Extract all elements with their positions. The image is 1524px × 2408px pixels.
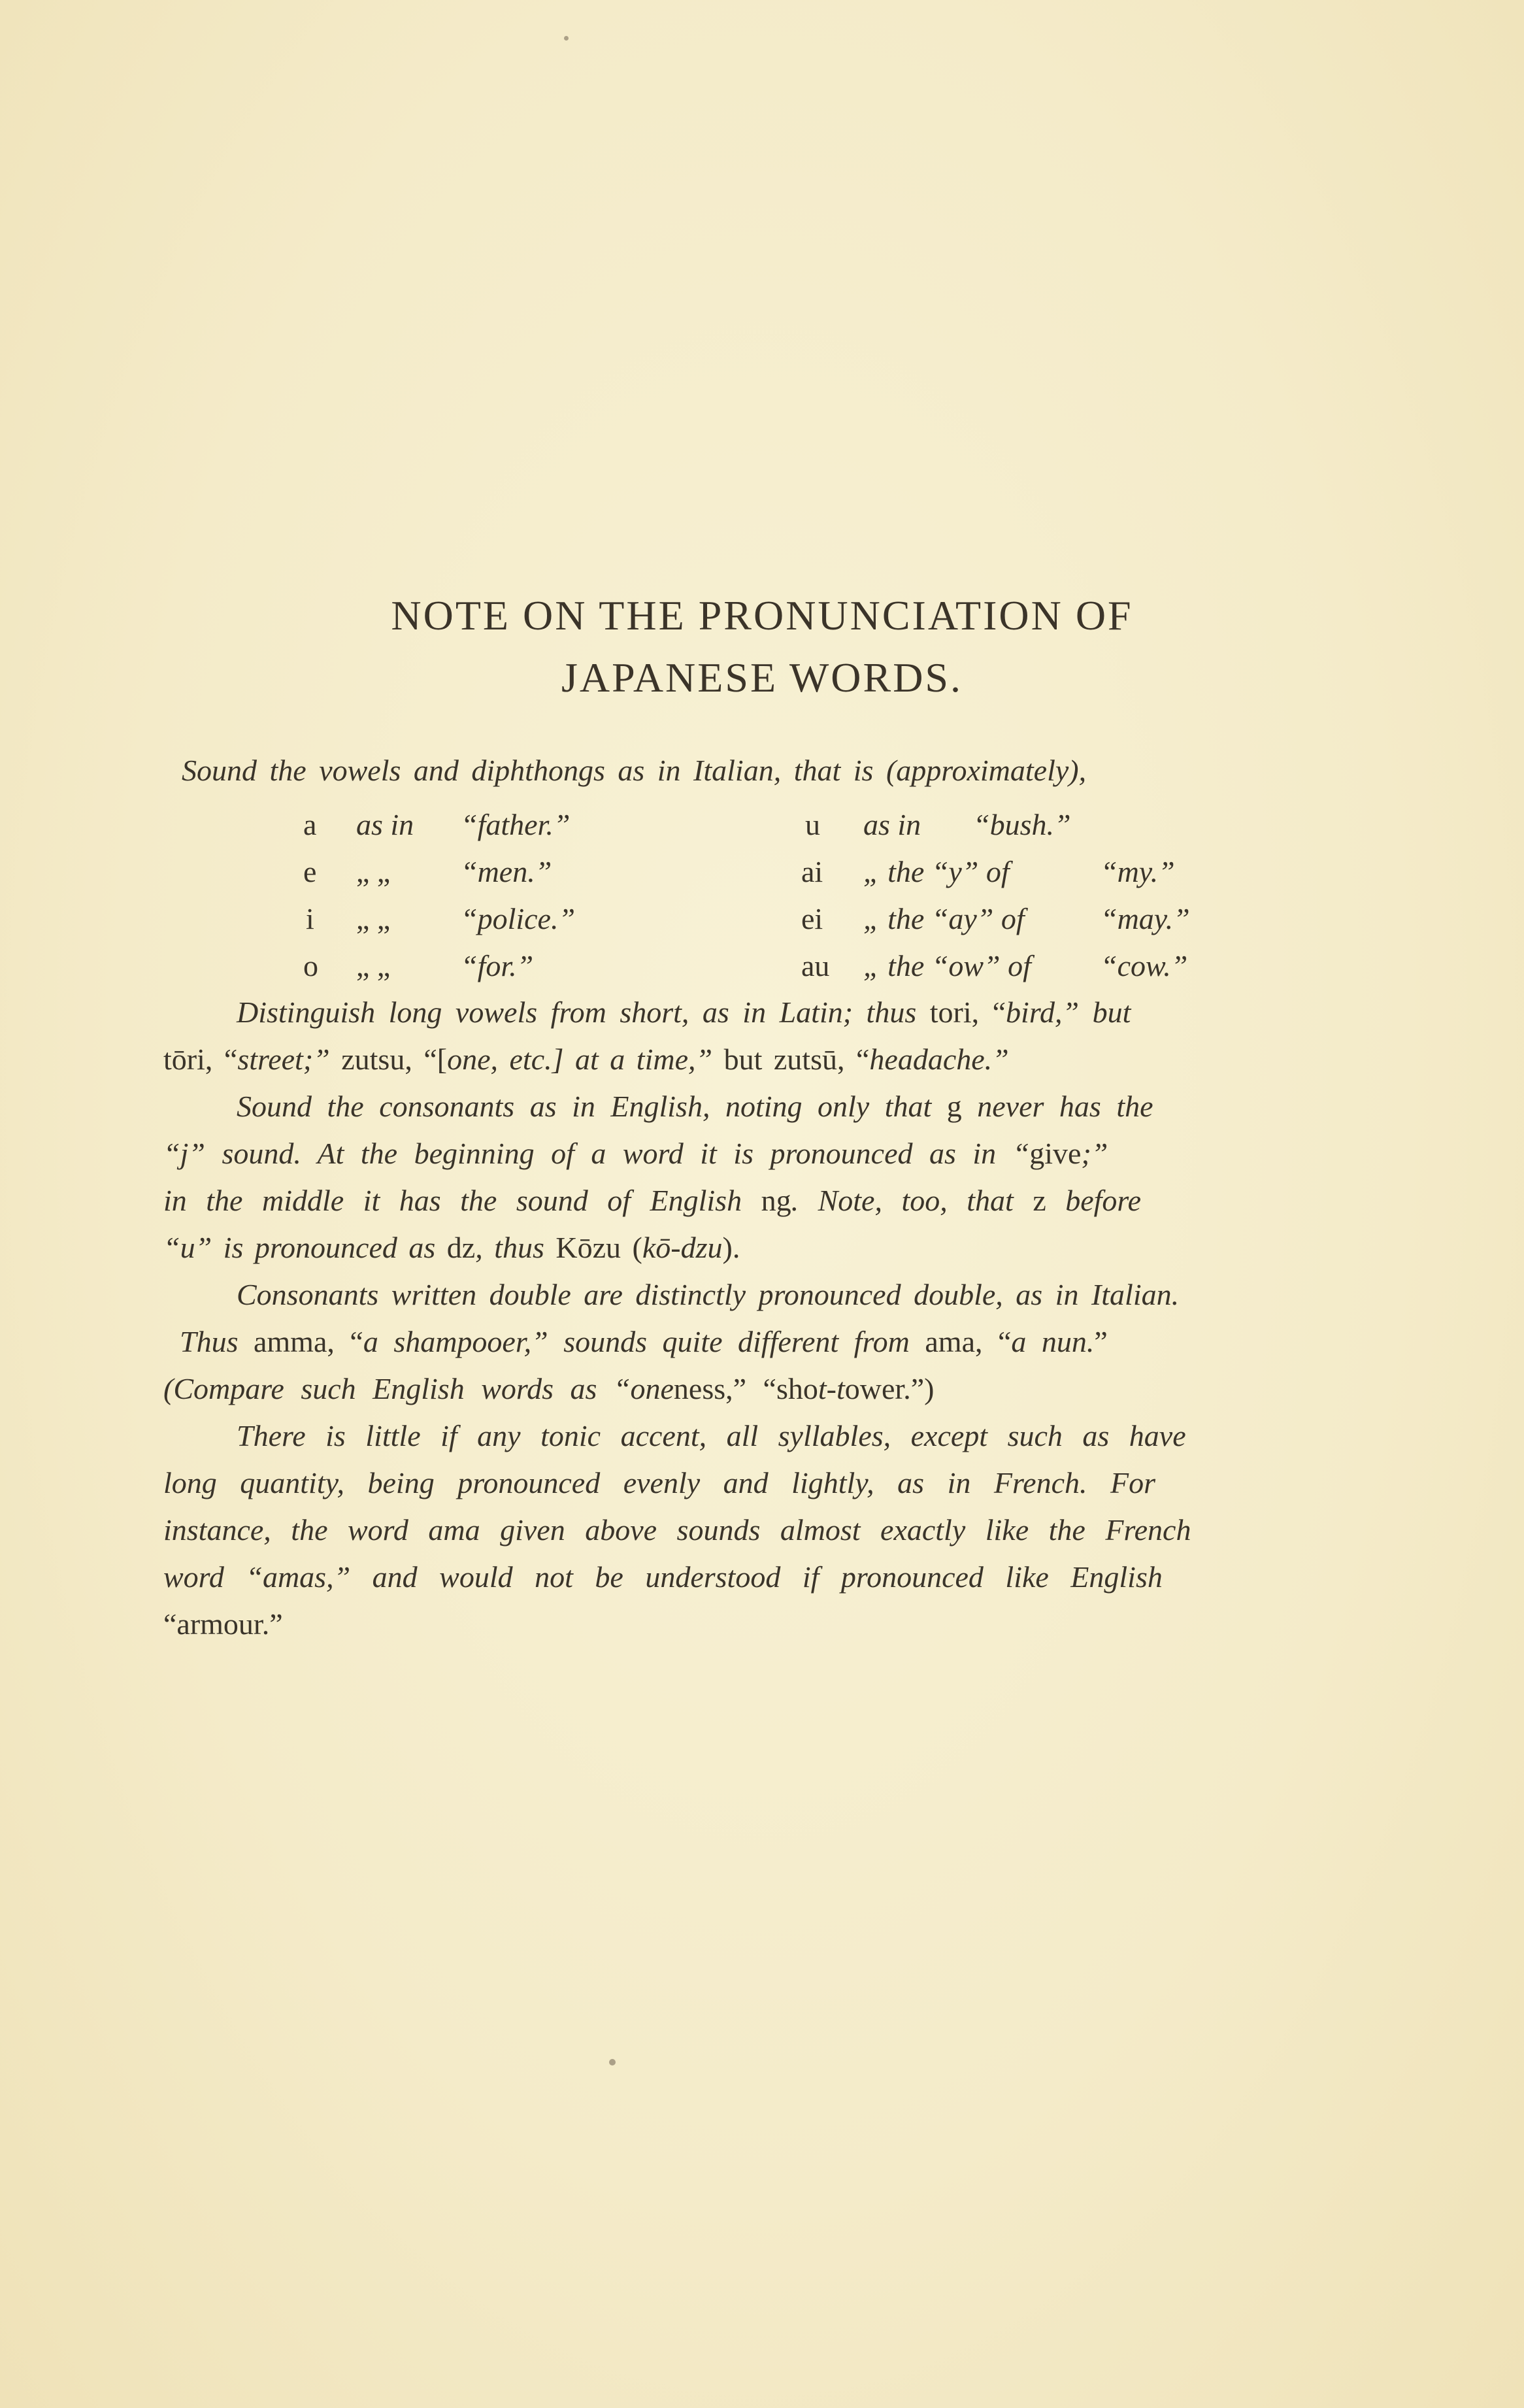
paragraph-line	[237, 1271, 1179, 1318]
text-run: a shampooer	[363, 1325, 524, 1358]
text-run: t-t	[818, 1372, 845, 1405]
text-run: “u” is pronounced as	[163, 1231, 447, 1264]
paragraph-line	[163, 1365, 934, 1413]
text-run: kō-dzu	[642, 1231, 723, 1264]
paragraph-line: word “amas,” and would not be understood if pronounced like English	[163, 1560, 1163, 1594]
text-run: , “[	[405, 1043, 448, 1076]
text-run: a nun.	[1011, 1325, 1095, 1358]
text-run: Thus	[180, 1325, 254, 1358]
text-run: g	[946, 1090, 962, 1123]
vowel-example: “bush.”	[973, 808, 1071, 841]
vowel-as: „ „	[356, 949, 391, 982]
text-run: ,” sounds quite different from	[523, 1325, 925, 1358]
paragraph-line	[237, 1082, 1153, 1130]
text-run: Kōzu	[555, 1231, 621, 1264]
text-run: ama	[925, 1325, 975, 1358]
vowel-letter: e	[303, 855, 317, 888]
text-run: ,” “	[725, 1372, 776, 1405]
text-run: “j” sound. At the beginning of a word it is pronounced as in “	[163, 1137, 1030, 1170]
paragraph-line: There is little if any tonic accent, all syllables, except such as have	[237, 1419, 1186, 1452]
text-run: headache.	[869, 1043, 993, 1076]
text-run: ”	[1094, 1325, 1108, 1358]
vowel-example: “may.”	[1101, 902, 1190, 935]
text-run: ).	[722, 1231, 740, 1264]
text-run: , “	[205, 1043, 238, 1076]
paragraph-line: “armour.”	[163, 1607, 283, 1641]
text-run: , thus	[475, 1231, 556, 1264]
text-run: (	[621, 1231, 642, 1264]
text-run: ,”	[688, 1043, 724, 1076]
title-line-1: NOTE ON THE PRONUNCIATION OF	[391, 592, 1133, 639]
vowels-intro: Sound the vowels and diphthongs as in Italian, that is (approximately),	[182, 754, 1087, 787]
vowel-as: „ the “ay” of	[863, 902, 1025, 935]
title-line-2: JAPANESE WORDS.	[561, 654, 963, 701]
paragraph-line: instance, the word ama given above sounds almost exactly like the French	[163, 1513, 1191, 1547]
text-run: ”	[992, 1043, 1009, 1076]
vowel-letter: ai	[801, 855, 823, 888]
text-run: Consonants written double are distinctly pronounced double, as in Italian.	[237, 1278, 1180, 1311]
text-run: one	[630, 1372, 674, 1405]
paragraph-line	[163, 1224, 740, 1271]
text-run: , “	[975, 1325, 1012, 1358]
text-run: (Compare such English words as “	[163, 1372, 631, 1405]
vowel-example: “for.”	[461, 949, 534, 982]
text-run: ;”	[303, 1043, 342, 1076]
paragraph-line	[163, 1129, 1108, 1177]
text-run: Distinguish long vowels from short, as in Latin; thus	[237, 995, 930, 1029]
text-run: , “	[837, 1043, 870, 1076]
vowel-letter: u	[805, 808, 820, 841]
vowel-as: „ „	[356, 902, 391, 935]
text-run: ,” but	[1055, 995, 1131, 1029]
vowel-letter: a	[303, 808, 317, 841]
vowel-as: as in	[863, 808, 921, 841]
text-run: Sound the consonants as in English, noting only that	[237, 1090, 947, 1123]
paragraph-line	[180, 1318, 1108, 1365]
text-run: bird	[1006, 995, 1055, 1029]
vowel-example: “my.”	[1101, 855, 1175, 888]
text-run: street	[237, 1043, 303, 1076]
text-run: zutsu	[341, 1043, 405, 1076]
paragraph-line	[237, 988, 1131, 1036]
vowel-letter: ei	[801, 902, 823, 935]
vowel-example: “father.”	[461, 808, 571, 841]
text-run: ng	[761, 1184, 791, 1217]
text-run: dz	[446, 1231, 476, 1264]
text-run: tori	[929, 995, 972, 1029]
paragraph-line	[163, 1035, 1009, 1083]
text-run: ] at a time	[552, 1043, 688, 1076]
text-run: z	[1033, 1184, 1046, 1217]
vowel-example: “police.”	[461, 902, 576, 935]
vowel-example: “men.”	[461, 855, 552, 888]
text-run: tōri	[163, 1043, 205, 1076]
vowel-letter: o	[303, 949, 318, 982]
text-run: ;”	[1081, 1137, 1108, 1170]
vowel-letter: au	[801, 949, 830, 982]
page-speck	[564, 36, 569, 41]
text-run: never has the	[961, 1090, 1153, 1123]
text-run: ”)	[910, 1372, 935, 1405]
text-run: give	[1029, 1137, 1082, 1170]
text-run: . Note, too, that	[791, 1184, 1033, 1217]
text-run: in the middle it has the sound of English	[163, 1184, 761, 1217]
vowel-as: „ „	[356, 855, 391, 888]
vowel-as: „ the “y” of	[863, 855, 1010, 888]
text-run: before	[1046, 1184, 1142, 1217]
vowel-example: “cow.”	[1101, 949, 1188, 982]
text-run: ower.	[844, 1372, 911, 1405]
vowel-as: „ the “ow” of	[863, 949, 1031, 982]
text-run: amma	[253, 1325, 327, 1358]
vowel-as: as in	[356, 808, 414, 841]
text-run: , “	[327, 1325, 363, 1358]
text-run: , “	[971, 995, 1006, 1029]
text-run: one, etc.	[447, 1043, 552, 1076]
paragraph-line: long quantity, being pronounced evenly and lightly, as in French. For	[163, 1466, 1155, 1499]
vowel-letter: i	[306, 902, 314, 935]
paragraph-line	[163, 1177, 1141, 1224]
text-run: but zutsū	[723, 1043, 837, 1076]
text-run: ness	[673, 1372, 726, 1405]
page-speck	[609, 2059, 616, 2065]
text-run: sho	[776, 1372, 818, 1405]
